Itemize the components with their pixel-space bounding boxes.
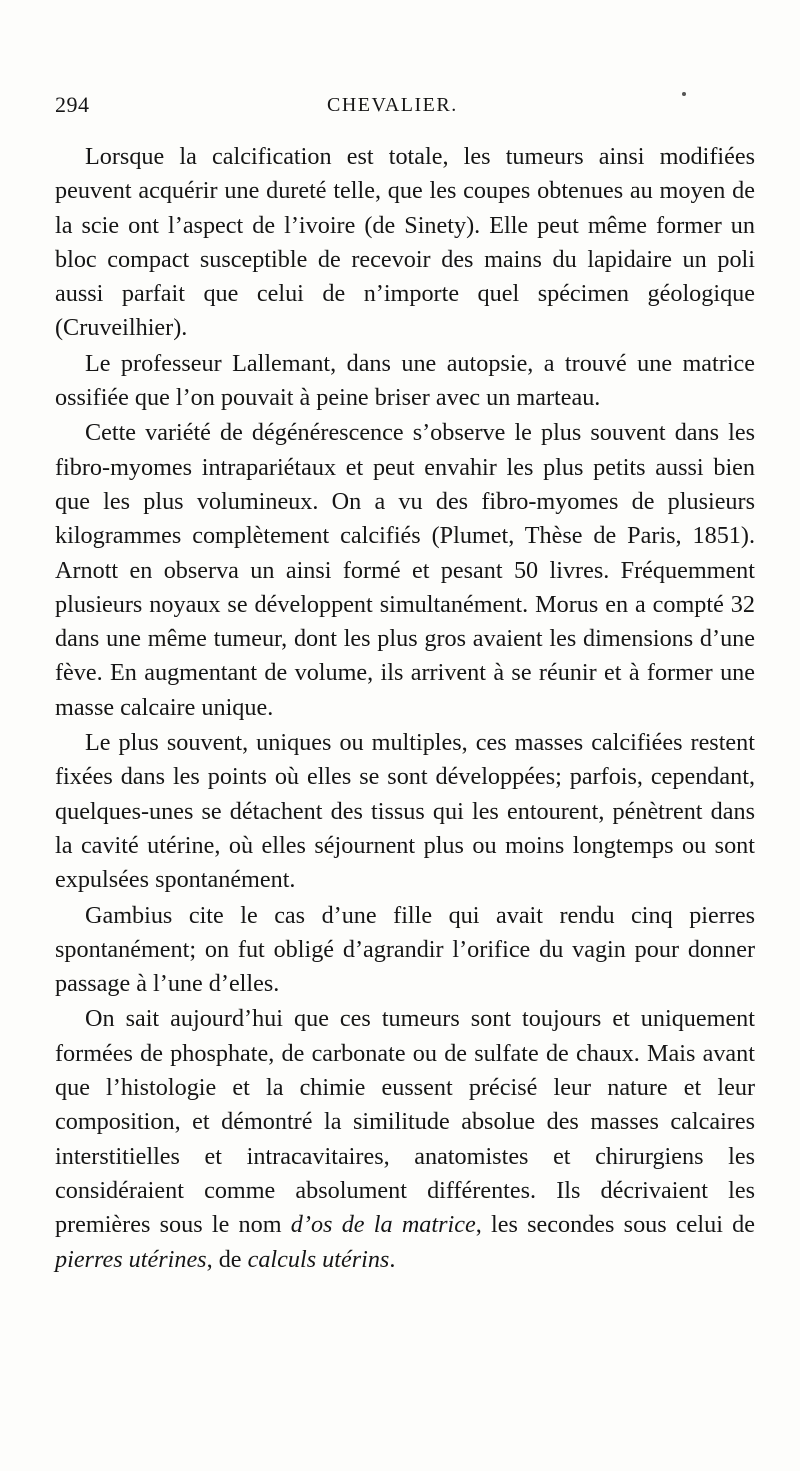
composition-text-end: . bbox=[389, 1245, 396, 1273]
italic-calculs-uterins: calculs utérins bbox=[247, 1245, 390, 1273]
composition-text-between: , de bbox=[206, 1245, 248, 1273]
running-head: CHEVALIER. bbox=[327, 94, 458, 116]
italic-pierres-uterines: pierres utérines bbox=[55, 1245, 207, 1273]
body-text bbox=[55, 140, 755, 1277]
paragraph-composition bbox=[55, 1002, 755, 1276]
italic-os-de-la-matrice: d’os de la matrice bbox=[290, 1211, 476, 1239]
paragraph-lallemant: Le professeur Lallemant, dans une autopsie, a trouvé une matrice ossifiée que l’on pouvait à peine briser avec un marteau. bbox=[55, 349, 755, 412]
paragraph-masses-calcifiees: Le plus souvent, uniques ou multiples, ces masses calcifiées restent fixées dans les points où elles se sont développées; parfois, cependant, quelques-unes se détachent des tissus qui les entourent, pénètrent dans la cavité utérine, où elles séjournent plus ou moins longtemps ou sont expulsées spontanément. bbox=[55, 729, 755, 894]
paragraph-degenerescence: Cette variété de dégénérescence s’observe le plus souvent dans les fibro-myomes intrapariétaux et peut envahir les plus petits aussi bien que les plus volumineux. On a vu des fibro-myomes de plusieurs kilogrammes complètement calcifiés (Plumet, Thèse de Paris, 1851). Arnott en observa un ainsi formé et pesant 50 livres. Fréquemment plusieurs noyaux se développent simultanément. Morus en a compté 32 dans une même tumeur, dont les plus gros avaient les dimensions d’une fève. En augmentant de volume, ils arrivent à se réunir et à former une masse calcaire unique. bbox=[55, 419, 755, 721]
page-header bbox=[55, 92, 755, 124]
paragraph-gambius: Gambius cite le cas d’une fille qui avait rendu cinq pierres spontanément; on fut obligé d’agrandir l’orifice du vagin pour donner passage à l’une d’elles. bbox=[55, 901, 755, 998]
paragraph-calcification: Lorsque la calcification est totale, les tumeurs ainsi modifiées peuvent acquérir une dureté telle, que les coupes obtenues au moyen de la scie ont l’aspect de l’ivoire (de Sinety). Elle peut même former un bloc compact susceptible de recevoir des mains du lapidaire un poli aussi parfait que celui de n’importe quel spécimen géologique (Cruveilhier). bbox=[55, 143, 755, 342]
composition-text: On sait aujourd’hui que ces tumeurs sont toujours et uniquement formées de phosphate, de carbonate ou de sulfate de chaux. Mais avant que l’histologie et la chimie eussent précisé leur nature et leur composition, et démontré la similitude absolue des masses calcaires interstitielles et intracavitaires, anatomistes et chirurgiens les considéraient comme absolument différentes. Ils décrivaient les premières sous le nom bbox=[55, 1005, 755, 1239]
page-number: 294 bbox=[55, 92, 90, 117]
composition-text-middle: , les secondes sous celui de bbox=[475, 1211, 756, 1239]
